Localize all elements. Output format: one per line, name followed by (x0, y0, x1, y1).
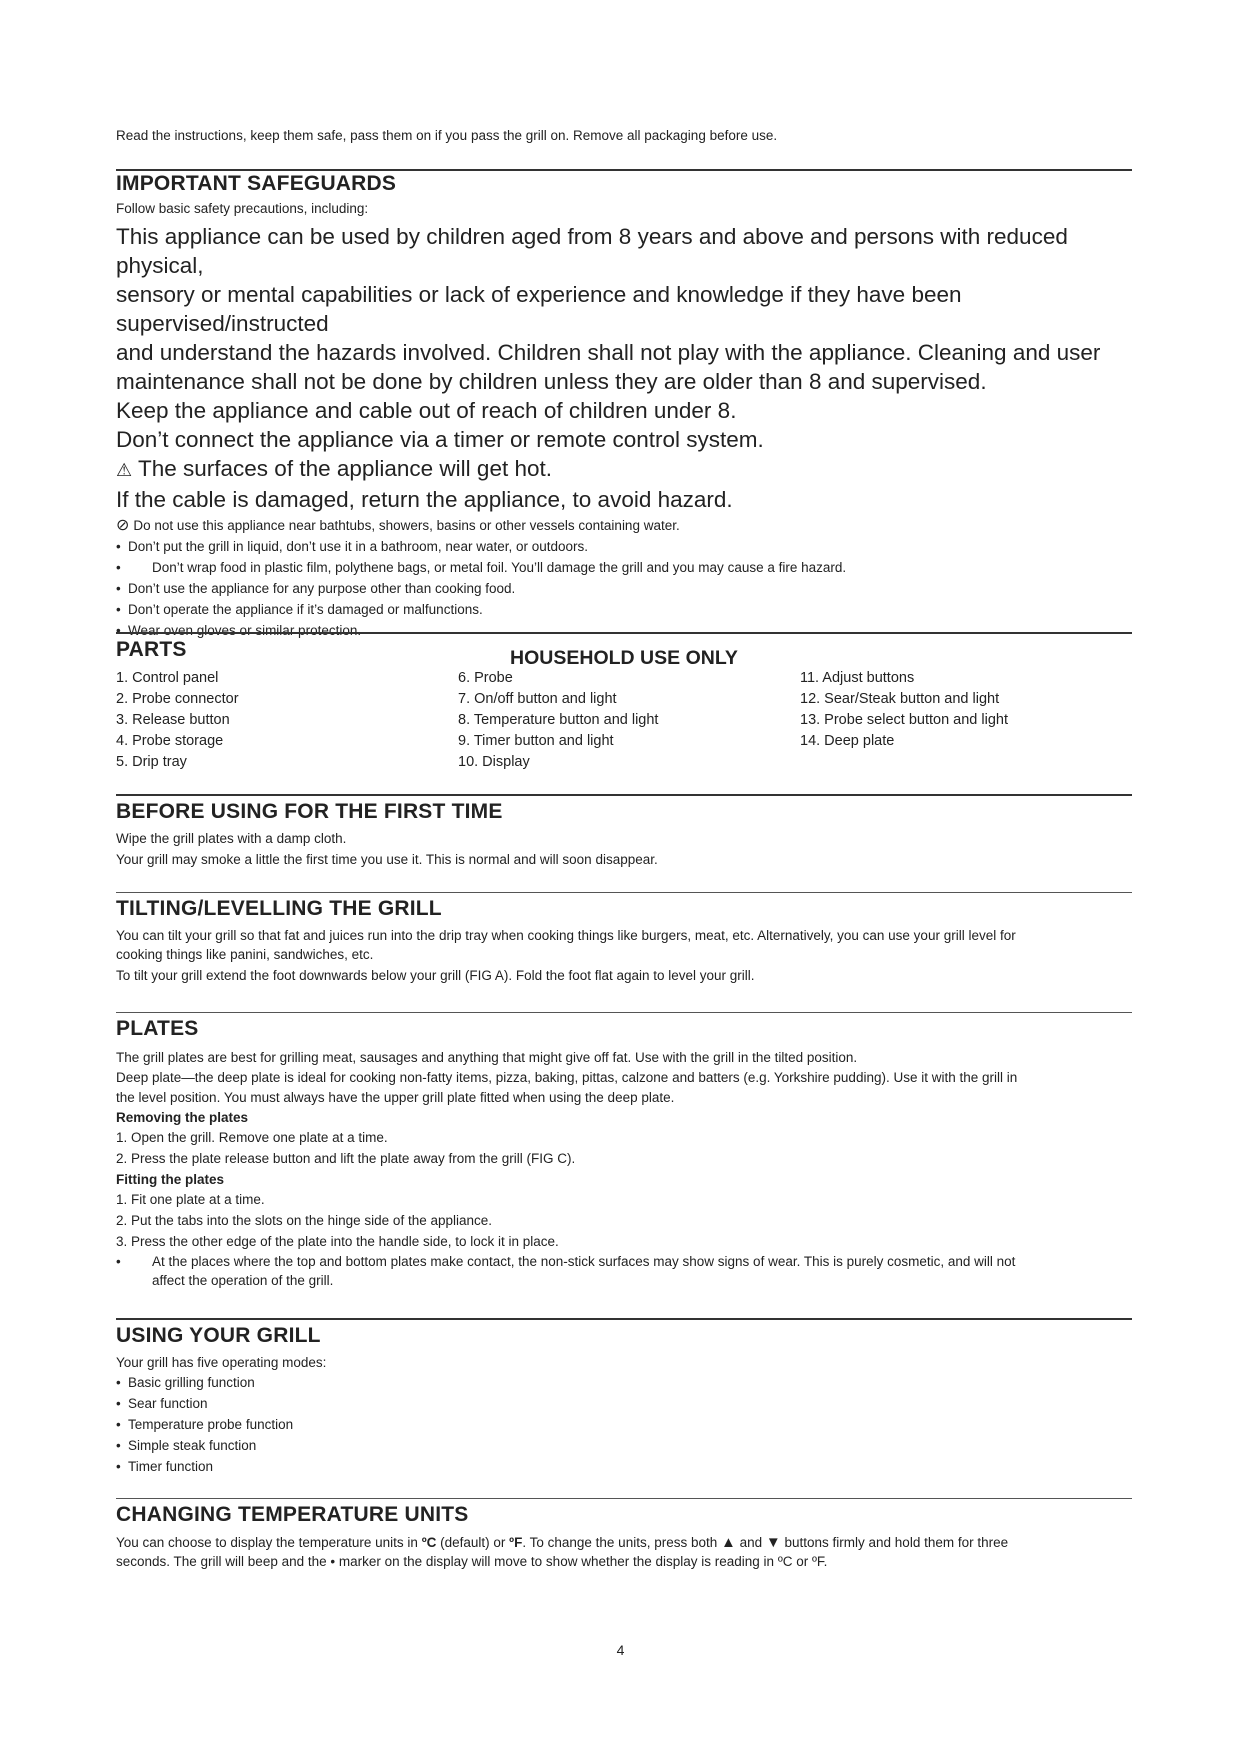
big-line: and understand the hazards involved. Children shall not play with the appliance. Cleaning and user (116, 340, 1101, 365)
list-item: • Don’t operate the appliance if it’s damaged or malfunctions. (116, 602, 483, 617)
parts-column-1 (116, 668, 458, 773)
section-rule (116, 794, 1132, 796)
safeguards-lead: Follow basic safety precautions, including: (116, 201, 369, 216)
removing-plates-heading: Removing the plates (116, 1110, 249, 1125)
tilting-section (116, 892, 1132, 985)
paragraph: Deep plate—the deep plate is ideal for cooking non-fatty items, pizza, baking, pittas, calzone and batters (e.g. Yorkshire pudding). Use it with the grill in (116, 1070, 1018, 1085)
down-arrow-icon: ▼ (765, 1534, 781, 1551)
paragraph: Wipe the grill plates with a damp cloth. (116, 831, 347, 846)
list-item: • Wear oven gloves or similar protection. (116, 623, 362, 638)
list-item: 2. Press the plate release button and lift the plate away from the grill (FIG C). (116, 1151, 576, 1166)
wear-note: • At the places where the top and bottom plates make contact, the non-stick surfaces may show signs of wear. This is purely cosmetic, and will not (116, 1254, 1016, 1269)
prohibited-icon: ⊘ (116, 517, 130, 534)
big-line: If the cable is damaged, return the appliance, to avoid hazard. (116, 487, 733, 512)
mode-item: • Simple steak function (116, 1438, 257, 1453)
hot-surface-icon: ⚠ (116, 460, 133, 480)
tilting-title: TILTING/LEVELLING THE GRILL (116, 897, 442, 920)
up-arrow-icon: ▲ (721, 1534, 736, 1551)
page-number: 4 (616, 1642, 625, 1658)
list-item: 2. Put the tabs into the slots on the hinge side of the appliance. (116, 1213, 493, 1228)
hot-surface-text: The surfaces of the appliance will get hot. (138, 456, 552, 481)
part-item: 8. Temperature button and light (458, 712, 659, 728)
wear-note-cont: affect the operation of the grill. (152, 1273, 334, 1288)
first-time-title: BEFORE USING FOR THE FIRST TIME (116, 800, 503, 823)
parts-list (116, 668, 1132, 773)
big-line: maintenance shall not be done by children unless they are older than 8 and supervised. (116, 369, 987, 394)
part-item: 6. Probe (458, 670, 513, 686)
part-item: 7. On/off button and light (458, 691, 617, 707)
list-item: 1. Open the grill. Remove one plate at a time. (116, 1130, 388, 1145)
part-item: 3. Release button (116, 712, 230, 728)
using-title: USING YOUR GRILL (116, 1324, 321, 1347)
part-item: 11. Adjust buttons (800, 670, 915, 686)
units-section (116, 1498, 1132, 1571)
section-rule (116, 1498, 1132, 1499)
paragraph: The grill plates are best for grilling meat, sausages and anything that might give off fat. Use with the grill in the tilted position. (116, 1050, 858, 1065)
units-title: CHANGING TEMPERATURE UNITS (116, 1503, 469, 1526)
section-rule (116, 1012, 1132, 1013)
part-item: 13. Probe select button and light (800, 712, 1008, 728)
list-item: 3. Press the other edge of the plate into the handle side, to lock it in place. (116, 1234, 559, 1249)
plates-title: PLATES (116, 1017, 199, 1040)
parts-section (116, 632, 1132, 773)
list-item: • Don’t put the grill in liquid, don’t use it in a bathroom, near water, or outdoors. (116, 539, 589, 554)
household-use-only: HOUSEHOLD USE ONLY (510, 647, 738, 669)
list-item: • Don’t wrap food in plastic film, polythene bags, or metal foil. You’ll damage the grill and you may cause a fire hazard. (116, 560, 847, 575)
section-rule (116, 632, 1132, 634)
using-lead: Your grill has five operating modes: (116, 1355, 327, 1370)
part-item: 9. Timer button and light (458, 733, 614, 749)
paragraph: the level position. You must always have the upper grill plate fitted when using the deep plate. (116, 1090, 675, 1105)
part-item: 5. Drip tray (116, 754, 187, 770)
plates-section (116, 1012, 1132, 1290)
big-line: Don’t connect the appliance via a timer or remote control system. (116, 427, 764, 452)
mode-item: • Basic grilling function (116, 1375, 255, 1390)
safeguards-title: IMPORTANT SAFEGUARDS (116, 172, 397, 195)
units-paragraph-line2: seconds. The grill will beep and the • marker on the display will move to show whether the display is reading in ºC or ºF. (116, 1554, 828, 1569)
paragraph: You can tilt your grill so that fat and juices run into the drip tray when cooking things like burgers, meat, etc. Alternatively, you can use your grill level for (116, 928, 1016, 943)
parts-column-3 (800, 668, 1008, 773)
mode-item: • Timer function (116, 1459, 214, 1474)
mode-item: • Sear function (116, 1396, 208, 1411)
parts-column-2 (458, 668, 800, 773)
units-paragraph-line1: You can choose to display the temperature units in ºC (default) or ºF. To change the units, press both ▲ and ▼ buttons firmly and hold them for three (116, 1534, 1009, 1551)
part-item: 14. Deep plate (800, 733, 895, 749)
part-item: 2. Probe connector (116, 691, 239, 707)
list-item: • Don’t use the appliance for any purpose other than cooking food. (116, 581, 516, 596)
parts-title: PARTS (116, 638, 187, 661)
big-line: Keep the appliance and cable out of reach of children under 8. (116, 398, 737, 423)
part-item: 12. Sear/Steak button and light (800, 691, 1000, 707)
safeguards-big-text (116, 222, 1132, 514)
section-rule (116, 892, 1132, 893)
fitting-plates-heading: Fitting the plates (116, 1172, 224, 1187)
big-line: This appliance can be used by children aged from 8 years and above and persons with reduced physical, (116, 224, 1068, 278)
intro-text: Read the instructions, keep them safe, pass them on if you pass the grill on. Remove all packaging before use. (116, 128, 778, 143)
water-warning (116, 515, 1132, 536)
part-item: 10. Display (458, 754, 530, 770)
first-time-section (116, 794, 1132, 869)
using-section (116, 1318, 1132, 1477)
paragraph: cooking things like panini, sandwiches, etc. (116, 947, 374, 962)
big-line: sensory or mental capabilities or lack of experience and knowledge if they have been supervised/instructed (116, 282, 962, 336)
hot-surface-line (116, 454, 1132, 485)
paragraph: Your grill may smoke a little the first time you use it. This is normal and will soon disappear. (116, 852, 658, 867)
water-warning-text: Do not use this appliance near bathtubs, showers, basins or other vessels containing water. (133, 518, 680, 533)
part-item: 1. Control panel (116, 670, 219, 686)
part-item: 4. Probe storage (116, 733, 224, 749)
paragraph: To tilt your grill extend the foot downwards below your grill (FIG A). Fold the foot flat again to level your grill. (116, 968, 755, 983)
mode-item: • Temperature probe function (116, 1417, 294, 1432)
list-item: 1. Fit one plate at a time. (116, 1192, 265, 1207)
section-rule (116, 1318, 1132, 1320)
safeguards-section (116, 169, 1132, 670)
